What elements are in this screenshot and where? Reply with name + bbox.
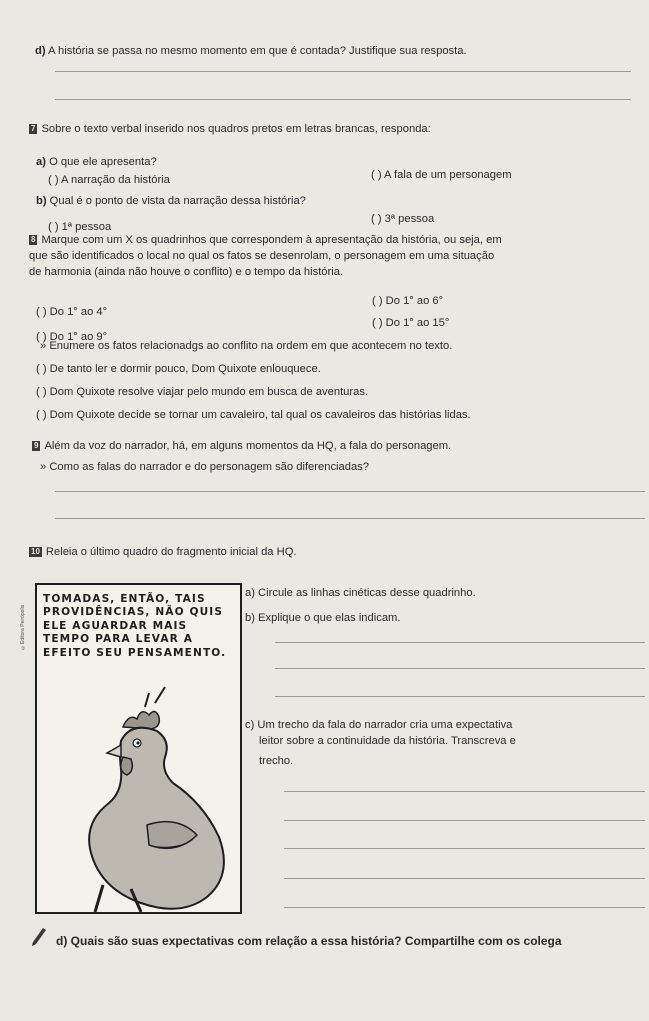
q7-a-option-2[interactable]: ( ) A fala de um personagem — [371, 169, 512, 181]
answer-line[interactable] — [55, 71, 631, 72]
q7-b-option-1[interactable]: ( ) 1ª pessoa — [48, 221, 112, 233]
q10-a: a) Circule as linhas cinéticas desse quadrinho. — [245, 587, 476, 599]
question-d-top — [35, 44, 467, 58]
q7-b: b) Qual é o ponto de vista da narração dessa história? — [36, 195, 306, 207]
question-number-8: 8 — [31, 235, 36, 244]
question-number-7: 7 — [31, 124, 36, 133]
q8-option-4[interactable]: ( ) Do 1° ao 15° — [372, 317, 450, 329]
answer-line[interactable] — [284, 791, 645, 792]
q8-line-3: de harmonia (ainda não houve o conflito) e o tempo da história. — [29, 266, 344, 278]
q8-enumerate-prompt: » Enumere os fatos relacionadgs ao conflito na ordem em que acontecem no texto. — [40, 340, 453, 352]
q8-option-1[interactable]: ( ) Do 1° ao 4° — [36, 306, 108, 318]
fact-item-3[interactable]: ( ) Dom Quixote decide se tornar um cavaleiro, tal qual os cavaleiros das histórias lidas. — [36, 409, 471, 421]
image-credit: ©Editora Peirópolis — [20, 604, 26, 650]
q10-b: b) Explique o que elas indicam. — [245, 612, 401, 624]
answer-line[interactable] — [55, 491, 645, 492]
q8-option-2[interactable]: ( ) Do 1° ao 6° — [372, 295, 444, 307]
q7-a-option-1[interactable]: ( ) A narração da história — [48, 174, 170, 186]
answer-line[interactable] — [55, 518, 645, 519]
question-text: A história se passa no mesmo momento em que é contada? Justifique sua resposta. — [48, 45, 467, 57]
answer-line[interactable] — [284, 878, 645, 879]
q10-d: d) Quais são suas expectativas com relação a essa história? Compartilhe com os colega — [56, 934, 562, 948]
q10-c-line-3: trecho. — [259, 755, 294, 767]
answer-line[interactable] — [55, 99, 631, 100]
answer-line[interactable] — [284, 848, 645, 849]
fact-item-2[interactable]: ( ) Dom Quixote resolve viajar pelo mundo em busca de aventuras. — [36, 386, 369, 398]
question-number-10: 10 — [31, 547, 40, 556]
q10-text: 10 Releia o último quadro do fragmento inicial da HQ. — [31, 546, 297, 558]
q7-a: a) O que ele apresenta? — [36, 156, 157, 168]
q9-text: 9 Além da voz do narrador, há, em alguns momentos da HQ, a fala do personagem. — [34, 440, 452, 452]
rooster-illustration — [37, 585, 240, 912]
comic-caption: TOMADAS, ENTÃO, TAIS PROVIDÊNCIAS, NÃO QUIS ELE AGUARDAR MAIS TEMPO PARA LEVAR A EFEITO SEU PENSAMENTO. — [43, 593, 227, 659]
answer-line[interactable] — [275, 668, 645, 669]
answer-line[interactable] — [284, 907, 645, 908]
q10-c-line-2: leitor sobre a continuidade da história. Transcreva e — [259, 735, 516, 747]
q8-option-3[interactable]: ( ) Do 1° ao 9° — [36, 331, 108, 343]
q10-c-line-1: c) Um trecho da fala do narrador cria uma expectativa — [245, 719, 513, 731]
q9-prompt: » Como as falas do narrador e do personagem são diferenciadas? — [40, 461, 370, 473]
answer-line[interactable] — [275, 696, 645, 697]
question-label: d) — [35, 45, 46, 57]
comic-panel — [35, 583, 242, 914]
q8-line-1: 8 Marque com um X os quadrinhos que correspondem à apresentação da história, ou seja, em — [31, 234, 502, 246]
q7-intro: 7 Sobre o texto verbal inserido nos quadros pretos em letras brancas, responda: — [31, 123, 431, 135]
answer-line[interactable] — [275, 642, 645, 643]
q8-line-2: que são identificados o local no qual os fatos se desenrolam, o personagem em uma situação — [29, 250, 495, 262]
pencil-icon — [30, 924, 48, 946]
question-number-9: 9 — [34, 441, 39, 450]
fact-item-1[interactable]: ( ) De tanto ler e dormir pouco, Dom Quixote enlouquece. — [36, 363, 321, 375]
q7-b-option-2[interactable]: ( ) 3ª pessoa — [371, 213, 435, 225]
answer-line[interactable] — [284, 820, 645, 821]
